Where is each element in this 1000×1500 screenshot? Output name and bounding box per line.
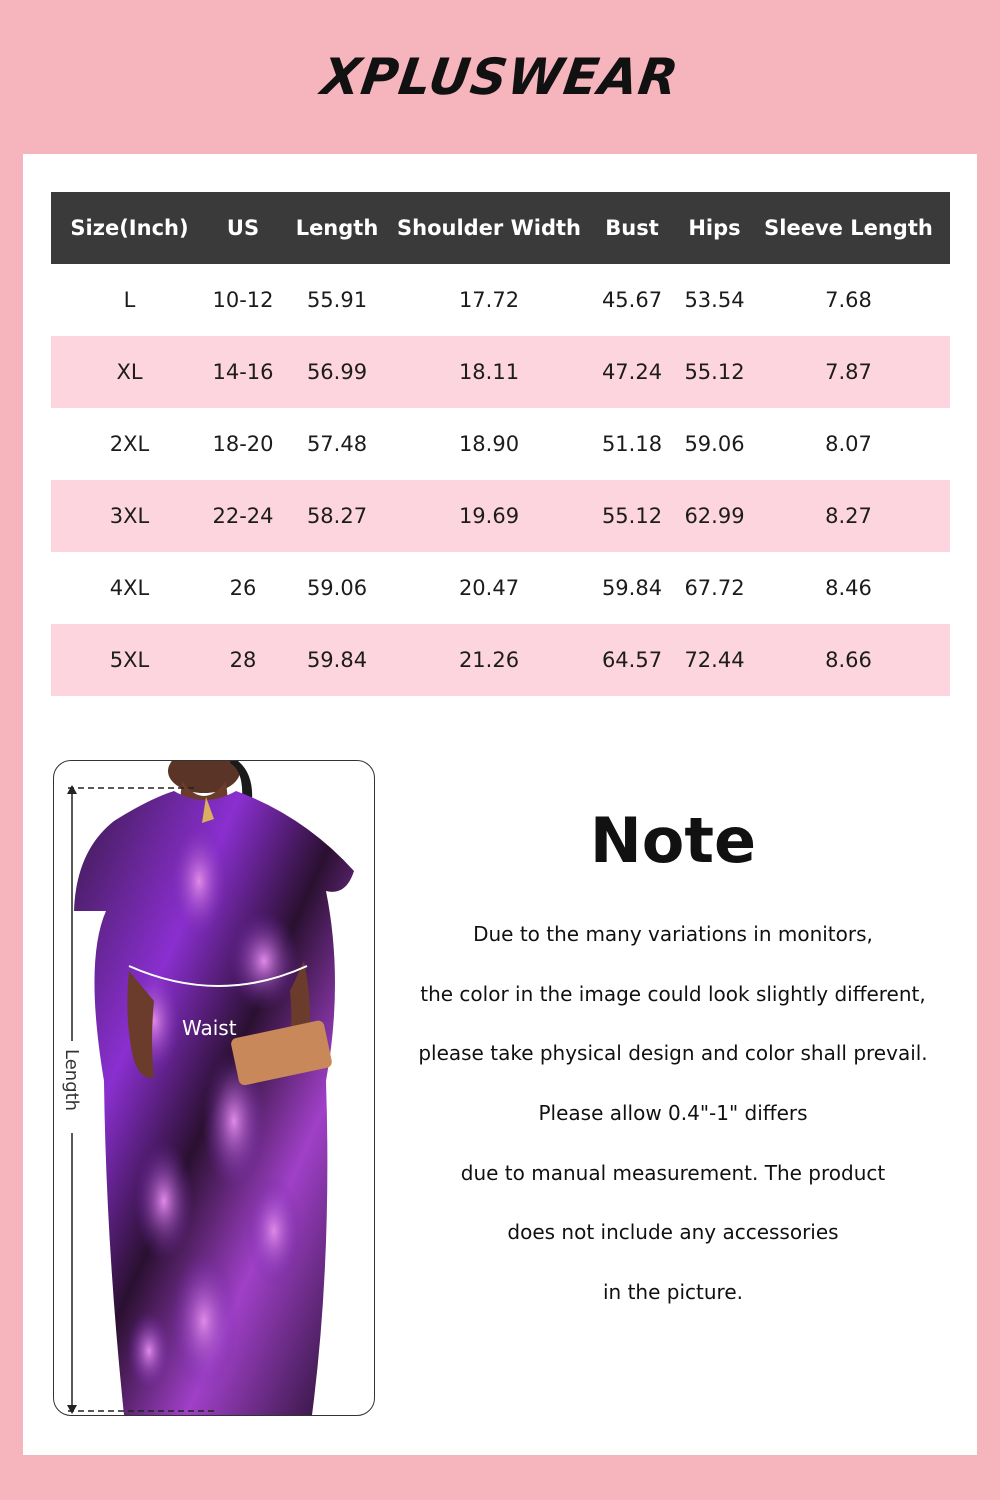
cell-size: 2XL — [109, 432, 150, 456]
cell-sleeve-length: 7.68 — [825, 288, 872, 312]
cell-us: 26 — [229, 576, 257, 600]
cell-hips: 72.44 — [682, 624, 747, 696]
header-us: US — [208, 192, 278, 264]
cell-size: 3XL — [51, 480, 208, 552]
header-length: Length — [278, 192, 396, 264]
table-row — [51, 408, 950, 480]
cell-us: 14-16 — [208, 336, 278, 408]
cell-us: 10-12 — [212, 288, 274, 312]
cell-bust: 45.67 — [601, 288, 663, 312]
header-shoulder-width: Shoulder Width — [396, 192, 582, 264]
cell-sleeve-length: 7.87 — [747, 336, 950, 408]
table-row — [51, 552, 950, 624]
cell-hips: 62.99 — [682, 480, 747, 552]
cell-sleeve-length: 8.27 — [747, 480, 950, 552]
cell-hips: 55.12 — [682, 336, 747, 408]
waist-label: Waist — [182, 1016, 237, 1040]
table-row — [51, 336, 950, 408]
dress-illustration — [54, 761, 374, 1415]
header-bust: Bust — [582, 192, 682, 264]
brand-logo — [0, 48, 1000, 106]
cell-sleeve-length: 8.46 — [825, 576, 872, 600]
note-title: Note — [589, 804, 757, 877]
cell-bust: 55.12 — [582, 480, 682, 552]
note-line: Please allow 0.4"-1" differs — [538, 1101, 808, 1126]
cell-us: 18-20 — [212, 432, 274, 456]
note-line: due to manual measurement. The product — [460, 1160, 886, 1185]
cell-us: 22-24 — [208, 480, 278, 552]
length-label: Length — [61, 1049, 82, 1112]
product-photo-frame — [53, 760, 375, 1416]
note-line: please take physical design and color shall prevail. — [418, 1041, 928, 1066]
cell-length: 59.84 — [278, 624, 396, 696]
cell-us: 28 — [208, 624, 278, 696]
table-row — [51, 480, 950, 552]
cell-shoulder-width: 19.69 — [396, 480, 582, 552]
cell-length: 57.48 — [306, 432, 368, 456]
cell-length: 58.27 — [278, 480, 396, 552]
size-chart-table — [51, 192, 950, 696]
table-row — [51, 264, 950, 336]
cell-bust: 47.24 — [582, 336, 682, 408]
cell-shoulder-width: 18.90 — [458, 432, 520, 456]
note-line: does not include any accessories — [507, 1220, 839, 1245]
cell-size: XL — [51, 336, 208, 408]
cell-length: 55.91 — [306, 288, 368, 312]
cell-shoulder-width: 21.26 — [396, 624, 582, 696]
note-text — [393, 916, 953, 1334]
brand-logo-text: XPLUSWEAR — [317, 48, 683, 106]
note-line: in the picture. — [603, 1280, 743, 1305]
cell-shoulder-width: 17.72 — [458, 288, 520, 312]
cell-hips: 53.54 — [684, 288, 745, 312]
cell-hips: 67.72 — [684, 576, 745, 600]
cell-size: 5XL — [51, 624, 208, 696]
cell-sleeve-length: 8.66 — [747, 624, 950, 696]
note-line: the color in the image could look slightly different, — [420, 981, 926, 1006]
cell-length: 56.99 — [278, 336, 396, 408]
content-card — [23, 154, 977, 1455]
header-size: Size(Inch) — [51, 192, 208, 264]
cell-length: 59.06 — [306, 576, 368, 600]
cell-size: L — [123, 288, 136, 312]
cell-bust: 59.84 — [601, 576, 663, 600]
table-row — [51, 624, 950, 696]
table-header-row — [51, 192, 950, 264]
header-hips: Hips — [682, 192, 747, 264]
cell-shoulder-width: 20.47 — [458, 576, 520, 600]
cell-hips: 59.06 — [684, 432, 745, 456]
cell-bust: 51.18 — [601, 432, 663, 456]
cell-size: 4XL — [109, 576, 150, 600]
cell-shoulder-width: 18.11 — [396, 336, 582, 408]
cell-sleeve-length: 8.07 — [825, 432, 872, 456]
header-sleeve-length: Sleeve Length — [747, 192, 950, 264]
note-line: Due to the many variations in monitors, — [473, 922, 873, 946]
cell-bust: 64.57 — [582, 624, 682, 696]
